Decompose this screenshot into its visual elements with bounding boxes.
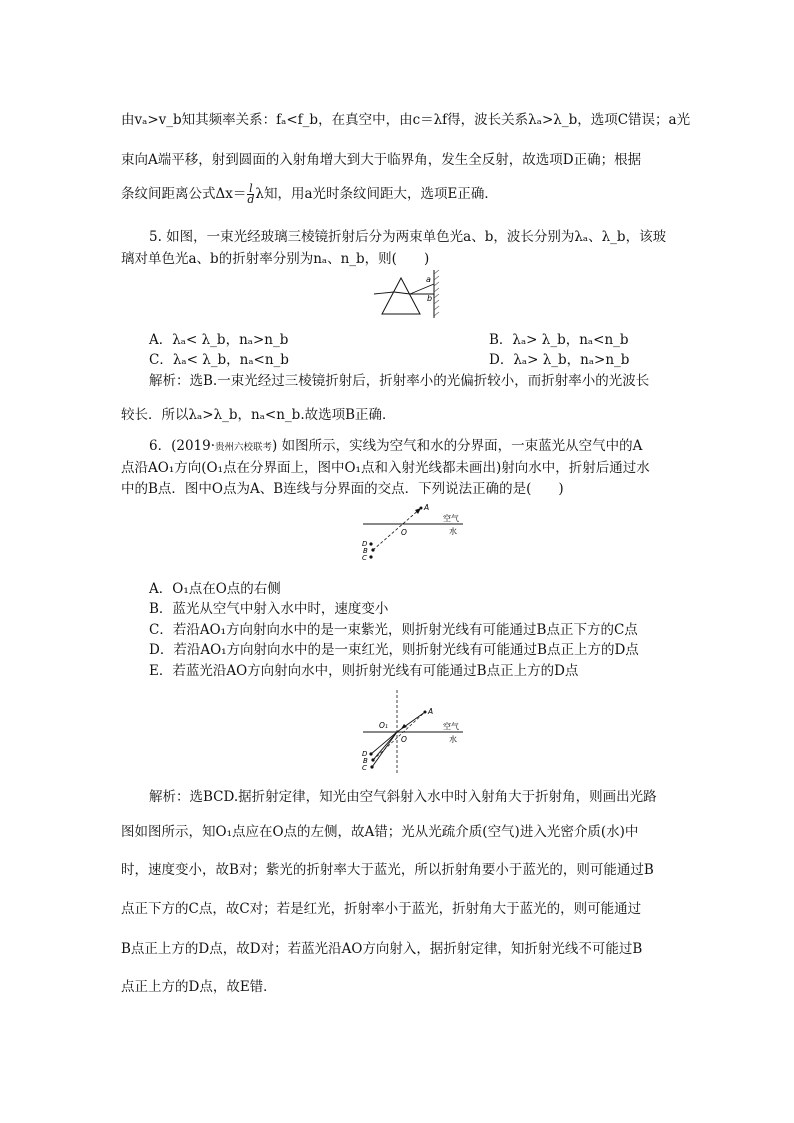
q6-option-a: A．O₁点在O点的右侧 (149, 581, 281, 597)
q5-answer-line-2: 较长．所以λₐ>λ_b，nₐ<n_b.故选项B正确． (121, 407, 396, 423)
prev-solution-line-2: 束向A端平移，射到圆面的入射角增大到大于临界角，发生全反射，故选项D正确；根据 (121, 152, 642, 168)
water-label: 水 (449, 527, 457, 536)
interface-figure-2 (355, 688, 470, 776)
q6-answer-line-5: B点正上方的D点，故D对；若蓝光沿AO方向射入，据折射定律，知折射光线不可能过B (121, 941, 643, 957)
q6-number: 6．(2019· (149, 438, 216, 454)
formula-suffix: λ知，用a光时条纹间距大，选项E正确． (255, 186, 498, 202)
q6-stem-text: ) 如图所示，实线为空气和水的分界面，一束蓝光从空气中的A (272, 438, 643, 454)
q5-option-c: C．λₐ< λ_b，nₐ<n_b (149, 352, 289, 368)
q6-option-c: C．若沿AO₁方向射向水中的是一束紫光，则折射光线有可能通过B点正下方的C点 (149, 622, 638, 638)
interface-figure-1 (355, 498, 470, 566)
point-o-label: O (401, 528, 407, 537)
q6-answer-line-6: 点正上方的D点，故E错． (121, 979, 277, 995)
q5-option-d: D．λₐ> λ_b，nₐ>n_b (489, 352, 630, 368)
q6-stem-line-1 (149, 434, 642, 454)
air-label: 空气 (443, 514, 459, 523)
point-d-label-2: D (362, 750, 368, 758)
water-label-2: 水 (449, 735, 457, 744)
point-c-label: C (362, 554, 367, 562)
q5-option-b: B．λₐ> λ_b，nₐ<n_b (489, 332, 629, 348)
air-label-2: 空气 (443, 722, 459, 731)
q6-stem-line-3: 中的B点．图中O点为A、B连线与分界面的交点．下列说法正确的是( ) (121, 481, 564, 497)
formula-prefix: 条纹间距离公式Δx＝ (121, 186, 247, 202)
point-a-label-2: A (428, 707, 434, 716)
point-o1-label: O₁ (379, 721, 388, 730)
prev-solution-line-3 (121, 182, 498, 205)
fraction-numerator: l (249, 182, 253, 195)
q5-stem-line-1: 5. 如图，一束光经玻璃三棱镜折射后分为两束单色光a、b，波长分别为λₐ、λ_b，该玻 (149, 229, 667, 245)
fraction-denominator: d (247, 193, 255, 206)
prism-figure (372, 268, 462, 320)
point-c-label-2: C (362, 764, 367, 772)
q6-source: 贵州六校联考 (215, 442, 273, 453)
q6-answer-line-1: 解析：选BCD.据折射定律，知光由空气斜射入水中时入射角大于折射角，则画出光路 (149, 789, 657, 805)
q6-answer-line-4: 点正下方的C点，故C对；若是红光，折射率小于蓝光，折射角大于蓝光的，则可能通过 (121, 901, 642, 917)
q5-option-a: A．λₐ< λ_b，nₐ>n_b (149, 332, 289, 348)
q6-stem-line-2: 点沿AO₁方向(O₁点在分界面上，图中O₁点和入射光线都未画出)射向水中，折射后通过水 (121, 460, 650, 476)
q6-option-d: D．若沿AO₁方向射向水中的是一束红光，则折射光线有可能通过B点正上方的D点 (149, 642, 639, 658)
q6-answer-line-2: 图如图所示，知O₁点应在O点的左侧，故A错；光从光疏介质(空气)进入光密介质(水)中 (121, 824, 639, 840)
point-b-label-2: B (363, 757, 368, 765)
point-a-label: A (424, 503, 430, 512)
point-o-label-2: O (401, 735, 407, 744)
fraction-l-over-d (247, 184, 254, 205)
label-b: b (427, 294, 433, 303)
point-d-label: D (362, 540, 368, 548)
prev-solution-line-1: 由vₐ>v_b知其频率关系：fₐ<f_b，在真空中，由c＝λf得，波长关系λₐ>λ_b，选项C错误；a光 (121, 112, 691, 128)
q6-option-b: B．蓝光从空气中射入水中时，速度变小 (149, 601, 389, 617)
q6-answer-line-3: 时，速度变小，故B对；紫光的折射率大于蓝光，所以折射角要小于蓝光的，则可能通过B (121, 862, 654, 878)
q6-option-e: E．若蓝光沿AO方向射向水中，则折射光线有可能通过B点正上方的D点 (149, 663, 579, 679)
point-b-label: B (363, 547, 368, 555)
q5-stem-line-2: 璃对单色光a、b的折射率分别为nₐ、n_b，则( ) (121, 251, 430, 267)
q5-answer-line-1: 解析：选B.一束光经过三棱镜折射后，折射率小的光偏折较小，而折射率小的光波长 (149, 373, 650, 389)
label-a: a (426, 275, 431, 284)
